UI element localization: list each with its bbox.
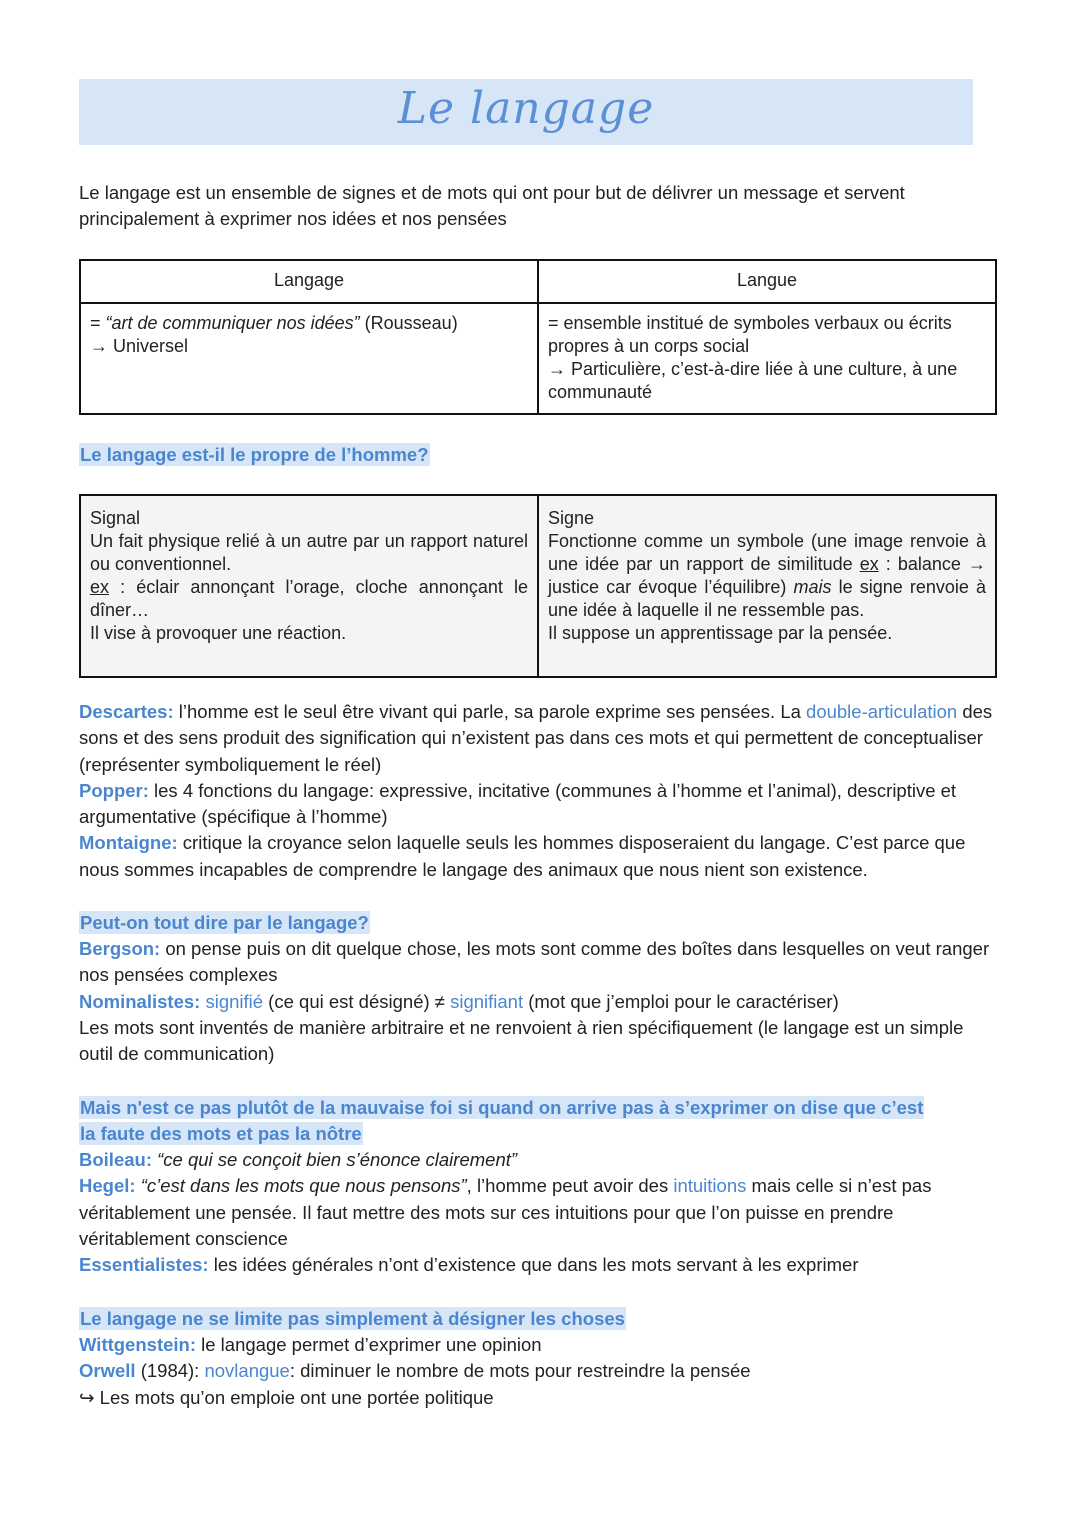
question-4-text: Le langage ne se limite pas simplement à désigner les choses bbox=[80, 1308, 625, 1329]
signe-example-label: ex bbox=[859, 554, 879, 574]
langue-definition: = ensemble institué de symboles verbaux ou écrits propres à un corps social bbox=[548, 313, 952, 356]
rousseau-attribution: (Rousseau) bbox=[359, 313, 458, 333]
signe-cell bbox=[538, 495, 996, 677]
conclusion-text: Les mots qu’on emploie ont une portée politique bbox=[94, 1386, 494, 1408]
section-philosophers-1 bbox=[79, 699, 999, 883]
signal-example-label: ex bbox=[90, 577, 110, 597]
signal-definition: Un fait physique relié à un autre par un rapport naturel ou conventionnel. bbox=[90, 531, 528, 574]
popper-text: les 4 fonctions du langage: expressive, incitative (communes à l’homme et l’animal), descriptive et argumentative (spécifique à l’homme) bbox=[79, 779, 957, 828]
descartes-text: l’homme est le seul être vivant qui parle, sa parole exprime ses pensées. La bbox=[173, 701, 807, 722]
question-2-text: Peut-on tout dire par le langage? bbox=[80, 912, 369, 933]
hegel-quote: “c’est dans les mots que nous pensons” bbox=[140, 1175, 467, 1197]
descartes-text-2: des sons et des sens produit des signification qui n’existent pas dans ces mots et qui permettent de conceptualiser (représenter symboliquement le réel) bbox=[79, 701, 993, 775]
signifiant-definition: (mot que j’emploi pour le caractériser) bbox=[523, 990, 839, 1012]
signe-definition-b: : balance → justice car évoque l’équilibre) bbox=[548, 554, 986, 597]
signal-cell bbox=[80, 495, 538, 677]
popper-name: Popper: bbox=[79, 779, 149, 801]
double-articulation-term: double-articulation bbox=[806, 701, 958, 722]
hegel-text-2: mais celle si n’est pas véritablement une pensée. Il faut mettre des mots sur ces intuitions pour que l’on puisse en prendre véritablement conscience bbox=[79, 1175, 932, 1249]
langue-particuliere: → Particulière, c’est-à-dire liée à une culture, à une communauté bbox=[548, 359, 958, 402]
hook-arrow-icon: ↪ bbox=[79, 1386, 95, 1408]
montaigne-text: critique la croyance selon laquelle seuls les hommes disposeraient du langage. C’est parce que nous sommes incapables de comprendre le langage des animaux que nous nient son existence. bbox=[79, 832, 966, 880]
langage-cell bbox=[80, 303, 538, 414]
hegel-name: Hegel: bbox=[79, 1175, 136, 1197]
montaigne-name: Montaigne: bbox=[79, 832, 178, 854]
section-philosophers-3 bbox=[79, 1147, 999, 1278]
signal-example-text: : éclair annonçant l’orage, cloche annonçant le dîner… bbox=[90, 577, 528, 620]
table-header-langue: Langue bbox=[538, 260, 996, 303]
wittgenstein-text: le langage permet d’exprimer une opinion bbox=[196, 1334, 542, 1355]
langage-prefix: = bbox=[90, 313, 106, 333]
orwell-text: : diminuer le nombre de mots pour restreindre la pensée bbox=[289, 1360, 751, 1382]
signifiant-term: signifiant bbox=[450, 990, 524, 1012]
bergson-name: Bergson: bbox=[79, 938, 161, 959]
langage-langue-table bbox=[79, 259, 997, 415]
signe-definition-a: Fonctionne comme un symbole (une image renvoie à une idée par un rapport de similitude bbox=[548, 531, 986, 574]
intuitions-term: intuitions bbox=[673, 1175, 747, 1197]
essentialistes-name: Essentialistes: bbox=[79, 1254, 209, 1276]
boileau-quote: “ce qui se conçoit bien s’énonce clairement” bbox=[157, 1149, 518, 1170]
page-title: Le langage bbox=[397, 83, 655, 134]
question-heading-4 bbox=[79, 1306, 999, 1332]
signifie-definition: (ce qui est désigné) ≠ bbox=[263, 990, 451, 1012]
wittgenstein-name: Wittgenstein: bbox=[79, 1334, 196, 1355]
question-heading-2 bbox=[79, 910, 999, 936]
hegel-text: , l’homme peut avoir des bbox=[466, 1175, 674, 1197]
descartes-name: Descartes: bbox=[79, 701, 174, 722]
orwell-year: (1984): bbox=[135, 1360, 205, 1382]
section-philosophers-2 bbox=[79, 936, 999, 1067]
langue-cell bbox=[538, 303, 996, 414]
signal-aim: Il vise à provoquer une réaction. bbox=[90, 623, 347, 643]
boileau-name: Boileau: bbox=[79, 1149, 152, 1170]
signal-signe-table bbox=[79, 494, 997, 678]
table-header-langage: Langage bbox=[80, 260, 538, 303]
rousseau-quote: “art de communiquer nos idées” bbox=[105, 313, 360, 333]
novlangue-term: novlangue bbox=[204, 1360, 290, 1382]
essentialistes-text: les idées générales n’ont d’existence que dans les mots servant à les exprimer bbox=[208, 1254, 859, 1276]
bergson-text: on pense puis on dit quelque chose, les mots sont comme des boîtes dans lesquelles on veut ranger nos pensées complexes bbox=[79, 938, 990, 986]
question-3-line-1: Mais n'est ce pas plutôt de la mauvaise foi si quand on arrive pas à s’exprimer on dise que c’est bbox=[80, 1097, 924, 1118]
question-3-line-2: la faute des mots et pas la nôtre bbox=[80, 1123, 362, 1145]
title-banner bbox=[79, 79, 973, 145]
nominalistes-name: Nominalistes: bbox=[79, 990, 201, 1012]
signe-definition-c: le signe renvoie à une idée à laquelle il ne ressemble pas. bbox=[548, 577, 987, 620]
section-philosophers-4 bbox=[79, 1332, 999, 1411]
orwell-name: Orwell bbox=[79, 1360, 136, 1382]
signe-learning: Il suppose un apprentissage par la pensée. bbox=[548, 623, 893, 643]
signe-mais: mais bbox=[793, 577, 832, 597]
question-1-text: Le langage est-il le propre de l’homme? bbox=[80, 444, 429, 465]
signifie-term: signifié bbox=[205, 990, 264, 1012]
question-heading-3 bbox=[79, 1095, 999, 1148]
question-heading-1 bbox=[79, 442, 999, 468]
signal-title: Signal bbox=[90, 508, 141, 528]
intro-paragraph: Le langage est un ensemble de signes et de mots qui ont pour but de délivrer un message et servent principalement à exprimer nos idées et nos pensées bbox=[79, 182, 905, 230]
signe-title: Signe bbox=[548, 508, 595, 528]
langage-universel: → Universel bbox=[90, 336, 189, 356]
mots-arbitraires-text: Les mots sont inventés de manière arbitraire et ne renvoient à rien spécifiquement (le langage est un simple outil de communication) bbox=[79, 1016, 964, 1065]
